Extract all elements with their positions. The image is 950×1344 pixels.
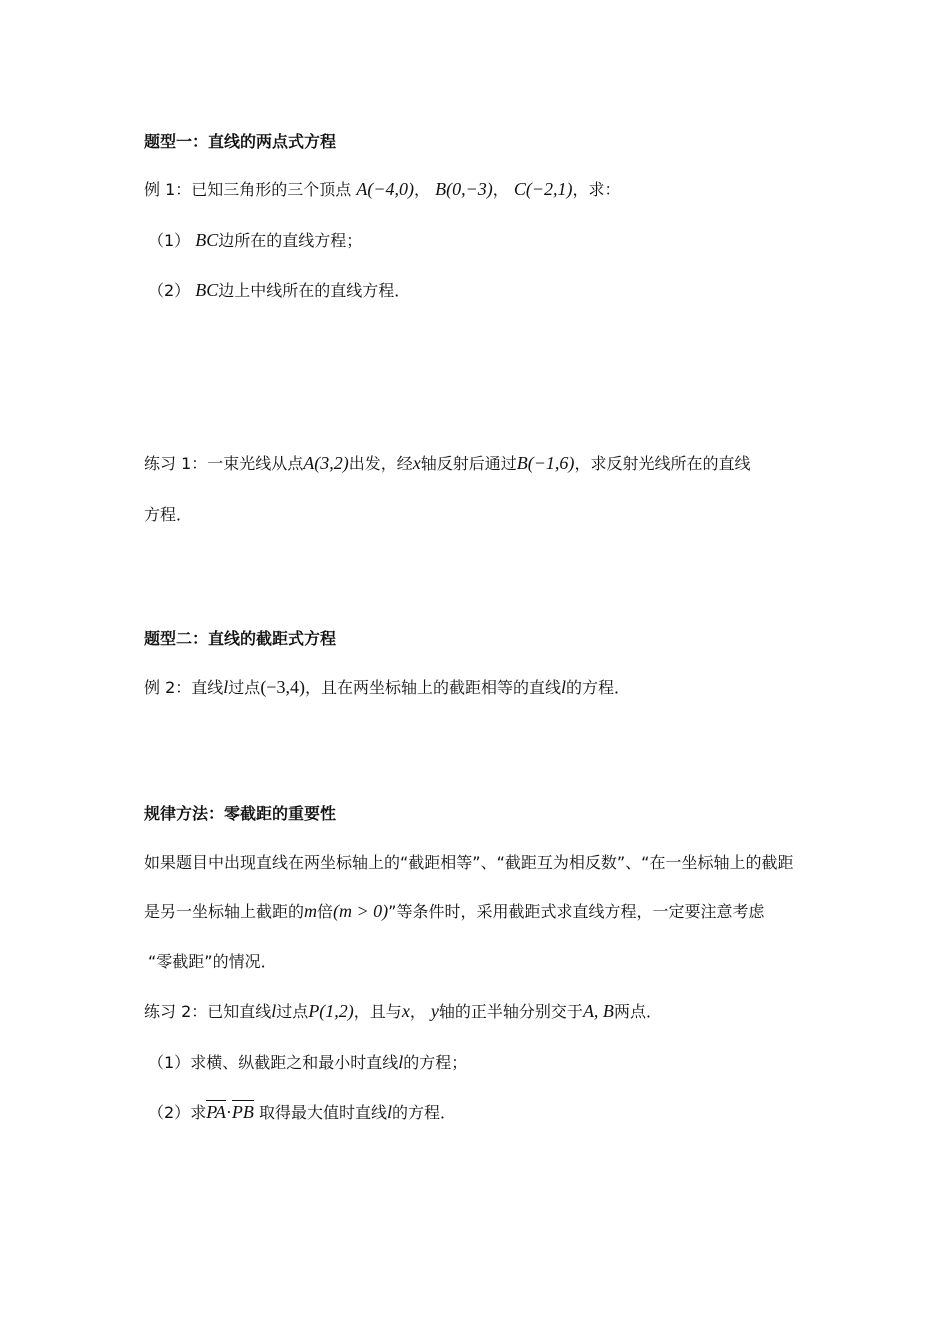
section-heading-2: 题型二：直线的截距式方程: [144, 629, 337, 648]
method-text: ”等条件时，采用截距式求直线方程，一定要注意考虑: [388, 902, 765, 921]
practice-2-lead: 练习 2：已知直线: [144, 1002, 272, 1021]
question-text: 边上中线所在的直线方程．: [218, 281, 411, 300]
example-1-lead: 例 1：已知三角形的三个顶点: [144, 180, 352, 199]
practice-1-statement: [144, 452, 750, 475]
point-b: B(−1,6): [516, 453, 575, 473]
method-text: 倍: [317, 902, 334, 921]
example-1-question-2: [148, 279, 410, 302]
practice-1-tail: ，求反射光线所在的直线: [574, 454, 751, 473]
example-2-text: 过点: [228, 678, 261, 697]
method-line-1: 如果题目中出现直线在两坐标轴上的“截距相等”、“截距互为相反数”、“在一坐标轴上的截距: [144, 853, 794, 872]
practice-1-line-2: 方程．: [144, 505, 193, 524]
question-number: （1）: [148, 1053, 191, 1072]
point-a: A(3,2): [303, 453, 349, 473]
question-number: （2）: [148, 1103, 191, 1122]
practice-1-text: 轴反射后通过: [420, 454, 517, 473]
question-text: 求: [190, 1103, 207, 1122]
method-text: 是另一坐标轴上截距的: [144, 902, 305, 921]
section-heading-1: 题型一：直线的两点式方程: [144, 132, 337, 151]
practice-2-question-2: [148, 1101, 456, 1124]
line-l: l: [223, 677, 229, 697]
separator: ，: [409, 1002, 426, 1021]
example-1-tail: ，求：: [572, 180, 621, 199]
var-x: x: [401, 1001, 410, 1021]
method-line-2: [144, 900, 764, 923]
practice-2-question-1: [148, 1051, 467, 1074]
line-l: l: [560, 677, 566, 697]
question-number: （2）: [148, 281, 191, 300]
example-2-lead: 例 2：直线: [144, 678, 224, 697]
example-1-question-1: [148, 229, 362, 252]
practice-1-text: 出发，经: [348, 454, 413, 473]
point-p: P(1,2): [308, 1001, 354, 1021]
line-l: l: [271, 1001, 277, 1021]
method-line-3: “零截距”的情况．: [148, 952, 277, 971]
separator: ，: [492, 180, 509, 199]
question-tail: 的方程．: [392, 1103, 457, 1122]
var-m: m: [304, 901, 318, 921]
separator: ，: [414, 180, 431, 199]
practice-2-statement: [144, 1000, 662, 1023]
example-1-statement: [144, 178, 621, 201]
vertex-a: A(−4,0): [356, 179, 415, 199]
question-tail: 的方程；: [403, 1053, 468, 1072]
vector-pb: PB: [231, 1102, 254, 1122]
method-heading: 规律方法：零截距的重要性: [144, 804, 337, 823]
vertex-b: B(0,−3): [435, 179, 493, 199]
vertex-c: C(−2,1): [513, 179, 573, 199]
condition-m-positive: (m > 0): [333, 901, 389, 921]
dot-product: ·: [225, 1102, 232, 1122]
segment-bc: BC: [195, 280, 219, 300]
example-2-statement: [144, 676, 630, 699]
question-text: 边所在的直线方程；: [218, 231, 363, 250]
points-a-b: A, B: [582, 1001, 614, 1021]
question-text: 求横、纵截距之和最小时直线: [190, 1053, 399, 1072]
example-2-text: ，且在两坐标轴上的截距相等的直线: [304, 678, 561, 697]
practice-2-text: 轴的正半轴分别交于: [438, 1002, 583, 1021]
line-l: l: [386, 1102, 392, 1122]
var-y: y: [430, 1001, 439, 1021]
practice-2-tail: 两点．: [613, 1002, 662, 1021]
vector-pa: PA: [206, 1102, 226, 1122]
practice-1-lead: 练习 1：一束光线从点: [144, 454, 304, 473]
question-text: 取得最大值时直线: [258, 1103, 387, 1122]
practice-2-text: 过点: [276, 1002, 309, 1021]
point-neg3-4: (−3,4): [260, 677, 305, 697]
question-number: （1）: [148, 231, 191, 250]
segment-bc: BC: [195, 230, 219, 250]
example-2-tail: 的方程．: [565, 678, 630, 697]
var-x: x: [412, 453, 421, 473]
line-l: l: [398, 1052, 404, 1072]
practice-2-text: ，且与: [353, 1002, 402, 1021]
